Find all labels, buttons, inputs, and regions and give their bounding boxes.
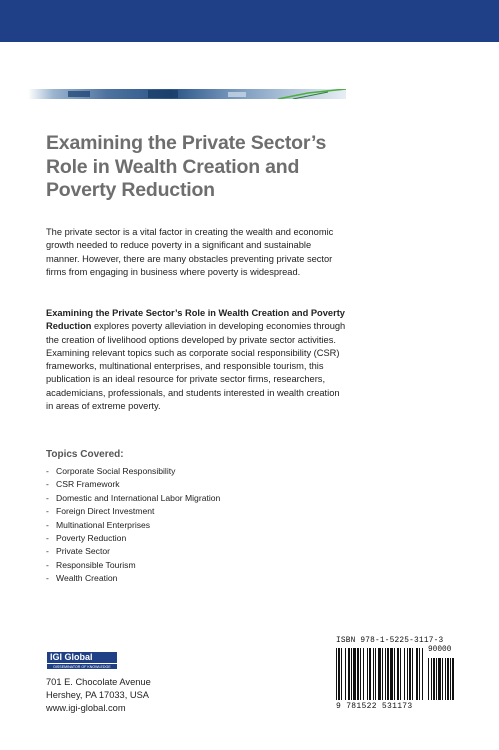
list-item: - Responsible Tourism bbox=[46, 559, 136, 570]
logo-tagline: DISSEMINATOR OF KNOWLEDGE bbox=[47, 663, 117, 669]
barcode-bar bbox=[450, 658, 451, 700]
address-line: Hershey, PA 17033, USA bbox=[46, 690, 150, 700]
price-code: 90000 bbox=[428, 646, 452, 654]
list-item: - Domestic and International Labor Migration bbox=[46, 492, 221, 503]
barcode-bar bbox=[447, 658, 449, 700]
barcode-bar bbox=[353, 648, 356, 700]
publisher-logo bbox=[47, 652, 117, 670]
barcode-icon bbox=[336, 648, 460, 702]
intro-paragraph: The private sector is a vital factor in creating the wealth and economic growth needed to reduce poverty in a significant and sustainable manner. However, there are many obstacles preventing private sector firms from engaging in business where poverty is widespread. bbox=[46, 227, 334, 277]
barcode-bar bbox=[452, 658, 454, 700]
barcode-bar bbox=[382, 648, 383, 700]
publisher-address bbox=[46, 676, 151, 715]
barcode-bar bbox=[360, 648, 361, 700]
barcode-bar bbox=[407, 648, 408, 700]
barcode-bar bbox=[387, 648, 389, 700]
barcode-bar bbox=[412, 648, 413, 700]
logo-wordmark: IGI Global bbox=[47, 652, 117, 663]
topics-list bbox=[46, 465, 220, 586]
barcode-bar bbox=[422, 648, 423, 700]
barcode-bar bbox=[338, 648, 340, 700]
barcode-bar bbox=[438, 658, 441, 700]
website-link: www.igi-global.com bbox=[46, 703, 126, 713]
decorative-banner-strip bbox=[28, 89, 346, 99]
barcode-bar bbox=[348, 648, 350, 700]
list-item: - Foreign Direct Investment bbox=[46, 506, 155, 517]
barcode-bar bbox=[378, 648, 381, 700]
barcode-bar bbox=[385, 648, 386, 700]
barcode-bar bbox=[345, 648, 346, 700]
barcode-bar bbox=[404, 648, 405, 700]
description-text: explores poverty alleviation in developing economies through the creation of livelihood options developed by private sector activities. Examining relevant topics such as corporate social responsibility (CSR) frameworks, multinational enterprises, and responsible tourism, this publication is an ideal resource for private sector firms, researchers, academicians, professionals, and students interested in wealth creation in areas of extreme poverty. bbox=[46, 321, 346, 412]
book-title: Examining the Private Sector’s Role in Wealth Creation and Poverty Reduction bbox=[46, 132, 327, 201]
list-item: - Wealth Creation bbox=[46, 573, 118, 584]
barcode-bar bbox=[416, 648, 418, 700]
barcode-bar bbox=[442, 658, 443, 700]
barcode-bar bbox=[363, 648, 364, 700]
barcode-bar bbox=[397, 648, 399, 700]
barcode-bar bbox=[336, 648, 337, 700]
isbn-text: ISBN 978-1-5225-3117-3 bbox=[336, 637, 444, 645]
barcode-bar bbox=[400, 648, 401, 700]
barcode-bar bbox=[375, 648, 376, 700]
barcode-bar bbox=[357, 648, 359, 700]
list-item: - Poverty Reduction bbox=[46, 533, 127, 544]
barcode-bar bbox=[428, 658, 429, 700]
barcode-bar bbox=[367, 648, 368, 700]
barcode-bar bbox=[433, 658, 435, 700]
barcode-bar bbox=[351, 648, 352, 700]
barcode-bar bbox=[394, 648, 395, 700]
description-bold-title: Examining the Private Sector’s Role in Wealth Creation and Poverty Reduction bbox=[46, 308, 345, 332]
list-item: - CSR Framework bbox=[46, 479, 120, 490]
barcode-bar bbox=[436, 658, 437, 700]
barcode-digits: 9 781522 531173 bbox=[336, 702, 413, 711]
list-item: - Private Sector bbox=[46, 546, 110, 557]
barcode-bar bbox=[369, 648, 371, 700]
barcode-bar bbox=[419, 648, 420, 700]
barcode-bar bbox=[390, 648, 393, 700]
address-line: 701 E. Chocolate Avenue bbox=[46, 677, 151, 687]
description-paragraph bbox=[46, 307, 346, 413]
list-item: - Corporate Social Responsibility bbox=[46, 466, 176, 476]
barcode-bar bbox=[431, 658, 432, 700]
header-bar bbox=[0, 0, 499, 42]
barcode-bar bbox=[373, 648, 374, 700]
barcode-bar bbox=[409, 648, 411, 700]
barcode-bar bbox=[445, 658, 446, 700]
topics-heading: Topics Covered: bbox=[46, 449, 124, 460]
list-item: - Multinational Enterprises bbox=[46, 519, 151, 530]
barcode-bar bbox=[341, 648, 342, 700]
